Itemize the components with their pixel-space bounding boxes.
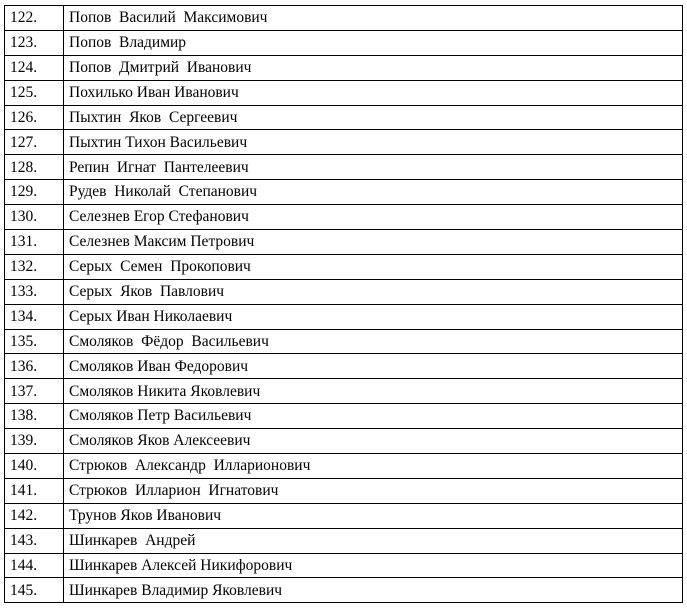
row-number-cell: 139. (5, 429, 64, 454)
person-name-cell: Стрюков Илларион Игнатович (64, 478, 683, 503)
roster-table-body (5, 6, 683, 603)
table-row (5, 553, 683, 578)
person-name-cell: Рудев Николай Степанович (64, 180, 683, 205)
table-row (5, 329, 683, 354)
person-name-cell: Серых Яков Павлович (64, 279, 683, 304)
row-number-cell: 141. (5, 478, 64, 503)
table-row (5, 404, 683, 429)
row-number-cell: 135. (5, 329, 64, 354)
table-row (5, 304, 683, 329)
row-number-cell: 140. (5, 454, 64, 479)
row-number-cell: 132. (5, 254, 64, 279)
table-row (5, 80, 683, 105)
row-number-cell: 125. (5, 80, 64, 105)
table-row (5, 105, 683, 130)
roster-table (4, 5, 683, 603)
person-name-cell: Смоляков Яков Алексеевич (64, 429, 683, 454)
table-row (5, 205, 683, 230)
row-number-cell: 129. (5, 180, 64, 205)
table-row (5, 130, 683, 155)
table-row (5, 578, 683, 603)
person-name-cell: Попов Дмитрий Иванович (64, 55, 683, 80)
row-number-cell: 143. (5, 528, 64, 553)
table-row (5, 478, 683, 503)
row-number-cell: 128. (5, 155, 64, 180)
person-name-cell: Смоляков Иван Федорович (64, 354, 683, 379)
row-number-cell: 124. (5, 55, 64, 80)
person-name-cell: Репин Игнат Пантелеевич (64, 155, 683, 180)
row-number-cell: 136. (5, 354, 64, 379)
table-row (5, 454, 683, 479)
row-number-cell: 142. (5, 503, 64, 528)
table-row (5, 55, 683, 80)
person-name-cell: Смоляков Фёдор Васильевич (64, 329, 683, 354)
person-name-cell: Шинкарев Владимир Яковлевич (64, 578, 683, 603)
table-row (5, 254, 683, 279)
person-name-cell: Похилько Иван Иванович (64, 80, 683, 105)
person-name-cell: Шинкарев Алексей Никифорович (64, 553, 683, 578)
table-row (5, 155, 683, 180)
person-name-cell: Трунов Яков Иванович (64, 503, 683, 528)
person-name-cell: Стрюков Александр Илларионович (64, 454, 683, 479)
person-name-cell: Смоляков Никита Яковлевич (64, 379, 683, 404)
person-name-cell: Пыхтин Тихон Васильевич (64, 130, 683, 155)
row-number-cell: 133. (5, 279, 64, 304)
person-name-cell: Серых Иван Николаевич (64, 304, 683, 329)
row-number-cell: 127. (5, 130, 64, 155)
table-row (5, 354, 683, 379)
table-row (5, 528, 683, 553)
table-row (5, 503, 683, 528)
row-number-cell: 145. (5, 578, 64, 603)
person-name-cell: Селезнев Егор Стефанович (64, 205, 683, 230)
row-number-cell: 126. (5, 105, 64, 130)
row-number-cell: 130. (5, 205, 64, 230)
person-name-cell: Пыхтин Яков Сергеевич (64, 105, 683, 130)
row-number-cell: 137. (5, 379, 64, 404)
person-name-cell: Серых Семен Прокопович (64, 254, 683, 279)
person-name-cell: Попов Василий Максимович (64, 6, 683, 31)
table-row (5, 180, 683, 205)
table-row (5, 30, 683, 55)
table-row (5, 230, 683, 255)
table-row (5, 379, 683, 404)
row-number-cell: 131. (5, 230, 64, 255)
person-name-cell: Шинкарев Андрей (64, 528, 683, 553)
table-row (5, 429, 683, 454)
person-name-cell: Смоляков Петр Васильевич (64, 404, 683, 429)
person-name-cell: Попов Владимир (64, 30, 683, 55)
row-number-cell: 123. (5, 30, 64, 55)
row-number-cell: 122. (5, 6, 64, 31)
table-row (5, 6, 683, 31)
row-number-cell: 144. (5, 553, 64, 578)
table-row (5, 279, 683, 304)
row-number-cell: 134. (5, 304, 64, 329)
row-number-cell: 138. (5, 404, 64, 429)
person-name-cell: Селезнев Максим Петрович (64, 230, 683, 255)
